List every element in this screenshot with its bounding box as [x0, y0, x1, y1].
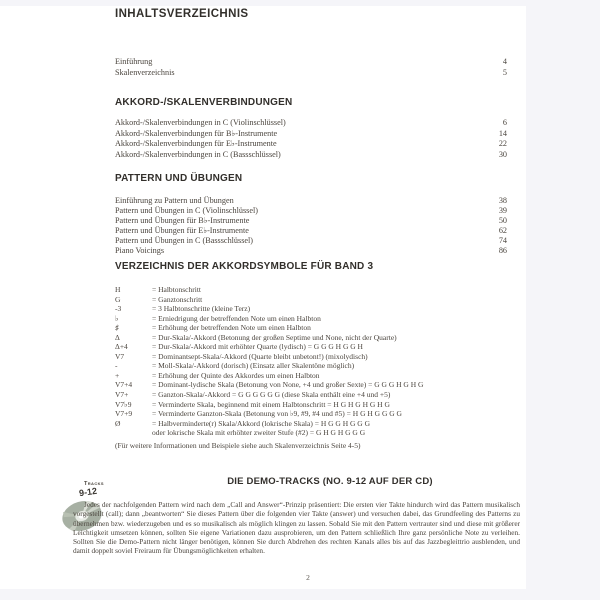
symbol-key [115, 428, 152, 438]
symbol-row [115, 428, 515, 438]
symbol-key: ♭ [115, 313, 119, 323]
symbols-list [115, 285, 515, 438]
toc-item-label: Pattern und Übungen für E♭-Instrumente [115, 225, 249, 235]
toc-item-label: Einführung zu Pattern und Übungen [115, 196, 234, 205]
toc-item-label: Einführung [115, 57, 153, 66]
symbol-key: Δ+4 [115, 342, 128, 352]
symbol-definition: = Ganztonschritt [152, 294, 203, 304]
symbol-definition: = Ganzton-Skala/-Akkord = G G G G G G (diese Skala enthält eine +4 und +5) [152, 390, 391, 400]
symbol-key: Δ [115, 332, 120, 342]
symbol-definition: = Dominant-lydische Skala (Betonung von None, +4 und großer Sexte) = G G G H G H G [152, 380, 424, 390]
symbol-definition: = Erhöhung der Quinte des Akkordes um einen Halbton [152, 370, 320, 380]
symbol-key: - [115, 361, 118, 371]
symbol-key: Ø [115, 418, 121, 428]
symbol-definition: = Erhöhung der betreffenden Note um einen Halbton [152, 323, 311, 333]
symbol-definition: = Moll-Skala/-Akkord (dorisch) (Einsatz aller Skalentöne möglich) [152, 361, 355, 371]
demo-tracks-paragraph: Jedes der nachfolgenden Pattern wird nach dem „Call and Answer“-Prinzip präsentiert: Die ersten vier Takte hindurch wird das Pattern musikalisch vorgestellt (call); dann „beantworten“ Sie dieses Pattern über die folgenden vier Takte (answer) und versuchen dabei, das Grundfeeling des Patterns zu übernehmen bzw. wiederzugeben und es so musikalisch als möglich klingen zu lassen. Sobald Sie mit den Pattern vertrauter sind und diese mit größerer Leichtigkeit umsetzen können, sollten Sie eigene Variationen dazu ausprobieren, um den Pattern schließlich Ihre ganz persönliche Note zu verleihen. Sollten Sie die Demo-Pattern nicht länger benötigen, können Sie durch Abdrehen des rechten Kanals alles bis auf das Jazzbegleittrio ausblenden, und damit doppelt soviel Freiraum für Übungsmöglichkeiten erhalten. [73, 500, 520, 556]
toc-pattern-list [115, 196, 507, 255]
symbol-definition: = Verminderte Skala, beginnend mit einem Halbtonschritt = H G H G H G H G [152, 399, 390, 409]
toc-item-label: Akkord-/Skalenverbindungen in C (Bassschlüssel) [115, 149, 281, 159]
toc-item-page: 50 [498, 215, 507, 225]
symbol-row [115, 419, 515, 429]
symbol-row [115, 400, 515, 410]
symbol-row [115, 285, 515, 295]
toc-row [115, 139, 507, 150]
toc-item-label: Pattern und Übungen in C (Bassschlüssel) [115, 235, 254, 245]
page-title: INHALTSVERZEICHNIS [115, 8, 249, 20]
symbol-row [115, 361, 515, 371]
symbol-key: V7+ [115, 390, 129, 400]
symbol-row [115, 342, 515, 352]
symbol-key: V7♭9 [115, 399, 132, 409]
tracks-badge-number: 9-12 [78, 485, 98, 499]
tracks-badge-label: Tracks [84, 481, 104, 487]
section-heading-pattern: PATTERN UND ÜBUNGEN [115, 173, 243, 184]
toc-item-page: 14 [498, 128, 507, 138]
symbol-definition: = Dur-Skala/-Akkord mit erhöhter Quarte (lydisch) = G G G H G G H [152, 342, 363, 352]
symbol-definition: = Halbverminderte(r) Skala/Akkord (lokrische Skala) = H G G H G G G [152, 418, 370, 428]
symbol-row [115, 352, 515, 362]
symbol-definition: = Dominantsept-Skala/-Akkord (Quarte bleibt unbetont!) (mixolydisch) [152, 351, 368, 361]
symbol-row [115, 295, 515, 305]
symbol-definition: = Dur-Skala/-Akkord (Betonung der großen Septime und None, nicht der Quarte) [152, 332, 397, 342]
toc-item-label: Piano Voicings [115, 245, 165, 255]
symbols-heading: VERZEICHNIS DER AKKORDSYMBOLE FÜR BAND 3 [115, 261, 374, 272]
symbol-key: V7+9 [115, 409, 133, 419]
toc-row [115, 150, 507, 161]
toc-item-page: 74 [498, 235, 507, 245]
symbol-definition: oder lokrische Skala mit erhöhter zweiter Stufe (#2) = G H G H G G G [152, 428, 366, 438]
toc-item-label: Akkord-/Skalenverbindungen in C (Violinschlüssel) [115, 118, 286, 127]
toc-item-label: Akkord-/Skalenverbindungen für E♭-Instrumente [115, 139, 277, 148]
background-edge-right [526, 0, 600, 600]
toc-item-label: Skalenverzeichnis [115, 67, 175, 77]
toc-row [115, 226, 507, 236]
toc-item-page: 4 [502, 57, 507, 66]
toc-item-page: 86 [498, 245, 507, 255]
toc-item-page: 6 [502, 118, 507, 127]
symbol-key: + [115, 370, 120, 380]
toc-row [115, 118, 507, 129]
toc-item-page: 22 [498, 139, 507, 148]
symbol-definition: = Verminderte Ganzton-Skala (Betonung von ♭9, #9, #4 und #5) = H G H G G G G [152, 409, 402, 419]
demo-tracks-heading: DIE DEMO-TRACKS (NO. 9-12 AUF DER CD) [227, 476, 433, 487]
toc-item-label: Pattern und Übungen für B♭-Instrumente [115, 215, 250, 225]
symbol-key: V7+4 [115, 380, 133, 390]
symbol-key: G [115, 294, 121, 304]
symbol-row [115, 323, 515, 333]
symbol-definition: = Erniedrigung der betreffenden Note um einen Halbton [152, 313, 321, 323]
toc-row [115, 57, 507, 68]
toc-akkord-list [115, 118, 507, 160]
toc-intro-list [115, 57, 507, 78]
toc-item-page: 5 [502, 67, 507, 77]
symbol-definition: = Halbtonschritt [152, 285, 202, 294]
symbol-key: V7 [115, 351, 125, 361]
symbol-row [115, 371, 515, 381]
symbol-key: H [115, 285, 121, 294]
toc-row [115, 196, 507, 206]
toc-row [115, 216, 507, 226]
toc-item-page: 62 [498, 225, 507, 235]
toc-item-label: Pattern und Übungen in C (Violinschlüssel) [115, 205, 259, 215]
toc-row [115, 129, 507, 140]
toc-row [115, 246, 507, 256]
symbol-row [115, 304, 515, 314]
symbol-row [115, 380, 515, 390]
symbol-key: ♯ [115, 323, 119, 333]
reference-note: (Für weitere Informationen und Beispiele siehe auch Skalenverzeichnis Seite 4-5) [115, 441, 361, 450]
section-heading-akkord: AKKORD-/SKALENVERBINDUNGEN [115, 97, 293, 108]
symbol-row [115, 390, 515, 400]
symbol-key: -3 [115, 304, 122, 314]
page-number: 2 [306, 573, 310, 582]
toc-row [115, 236, 507, 246]
toc-row [115, 68, 507, 79]
toc-item-page: 30 [498, 149, 507, 159]
toc-item-page: 39 [498, 205, 507, 215]
symbol-row [115, 314, 515, 324]
symbol-row [115, 409, 515, 419]
toc-item-page: 38 [498, 196, 507, 205]
toc-item-label: Akkord-/Skalenverbindungen für B♭-Instrumente [115, 128, 278, 138]
toc-row [115, 206, 507, 216]
symbol-definition: = 3 Halbtonschritte (kleine Terz) [152, 304, 251, 314]
symbol-row [115, 333, 515, 343]
